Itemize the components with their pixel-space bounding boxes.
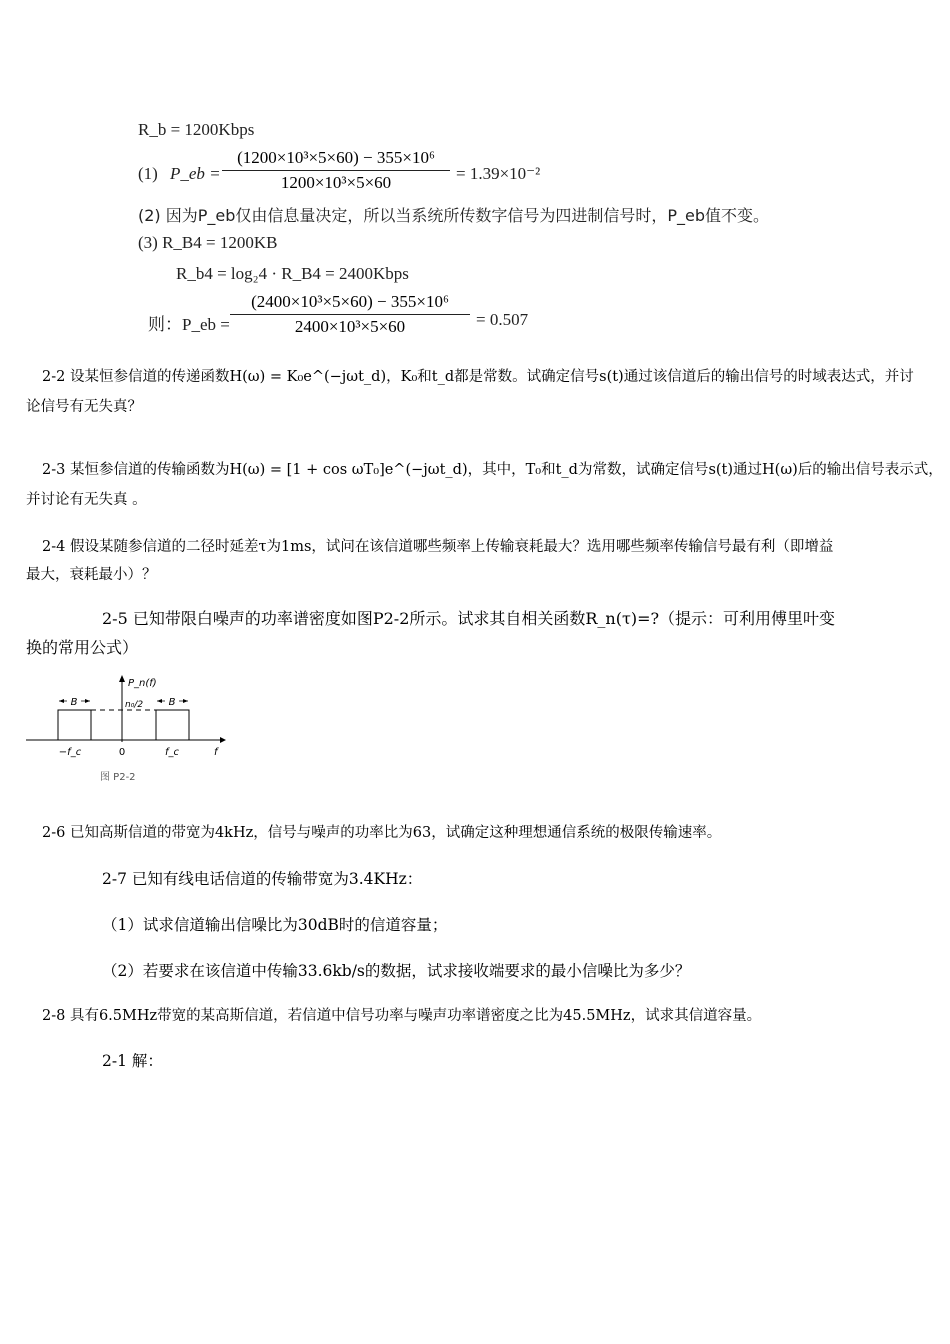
peb-numerator-2: (2400×10³×5×60) − 355×10⁶ xyxy=(251,292,449,311)
tick-neg-fc: −f_c xyxy=(58,747,82,758)
problem-2-3-line1: 2-3 某恒参信道的传输函数为H(ω) = [1 + cos ωT₀]e^(−jωt_d)，其中，T₀和t_d为常数，试确定信号s(t)通过H(ω)后的输出信号表示式， xyxy=(42,462,943,478)
part3-rb4: (3) R_B4 = 1200KB xyxy=(138,233,278,252)
b-label-left: B xyxy=(70,697,78,708)
tick-zero: 0 xyxy=(118,747,126,758)
rb4-equation: R_b4 = log₂4 · R_B4 = 2400Kbps xyxy=(176,264,409,283)
peb-fraction-2 xyxy=(230,292,470,337)
peb-numerator-1: (1200×10³×5×60) − 355×10⁶ xyxy=(237,148,435,167)
problem-2-5-line1: 2-5 已知带限白噪声的功率谱密度如图P2-2所示。试求其自相关函数R_n(τ)=?（提示：可利用傅里叶变 xyxy=(102,609,836,628)
figure-caption: 图 P2-2 xyxy=(100,772,136,783)
peb-result-1: = 1.39×10⁻² xyxy=(456,164,541,183)
y-axis-arrow xyxy=(119,675,125,682)
problem-2-8-line1: 2-8 具有6.5MHz带宽的某高斯信道，若信道中信号功率与噪声功率谱密度之比为45.5MHz，试求其信道容量。 xyxy=(42,1008,762,1024)
peb-lhs-2: 则：P_eb = xyxy=(148,315,230,334)
peb-result-2: = 0.507 xyxy=(476,310,529,329)
x-axis-arrow xyxy=(220,737,226,743)
peb-denominator-1: 1200×10³×5×60 xyxy=(280,173,392,192)
solution-2-1-heading: 2-1 解： xyxy=(102,1052,163,1070)
problem-2-3 xyxy=(26,455,946,515)
b-label-right: B xyxy=(168,697,176,708)
figure-p2-2 xyxy=(22,670,232,790)
problem-2-7-part1: （1）试求信道输出信噪比为30dB时的信道容量； xyxy=(102,916,448,934)
problem-2-2 xyxy=(26,362,946,422)
tick-pos-fc: f_c xyxy=(164,747,180,758)
level-label: n₀/2 xyxy=(125,700,144,710)
rb-equation: R_b = 1200Kbps xyxy=(138,120,255,139)
left-band xyxy=(58,710,91,740)
problem-2-7: 2-7 已知有线电话信道的传输带宽为3.4KHz： xyxy=(102,870,423,888)
problem-2-4-line1: 2-4 假设某随参信道的二径时延差τ为1ms，试问在该信道哪些频率上传输衰耗最大？选用哪些频率传输信号最有利（即增益 xyxy=(42,539,834,555)
problem-2-8 xyxy=(26,1001,946,1031)
part2-statement: (2) 因为P_eb仅由信息量决定，所以当系统所传数字信号为四进制信号时，P_eb值不变。 xyxy=(138,206,770,225)
problem-2-7-part2: （2）若要求在该信道中传输33.6kb/s的数据，试求接收端要求的最小信噪比为多少？ xyxy=(102,962,691,980)
peb-fraction-1 xyxy=(222,148,450,193)
problem-2-2-line1: 2-2 设某恒参信道的传递函数H(ω) = K₀e^(−jωt_d)，K₀和t_d都是常数。试确定信号s(t)通过该信道后的输出信号的时域表达式，并讨 xyxy=(42,369,914,385)
problem-2-3-line2: 并讨论有无失真 。 xyxy=(26,492,147,508)
problem-2-5 xyxy=(26,604,946,662)
problem-2-4 xyxy=(26,533,946,589)
peb-denominator-2: 2400×10³×5×60 xyxy=(294,317,406,336)
problem-2-5-line2: 换的常用公式） xyxy=(26,638,139,657)
problem-2-6-line1: 2-6 已知高斯信道的带宽为4kHz，信号与噪声的功率比为63，试确定这种理想通信系统的极限传输速率。 xyxy=(42,825,722,841)
problem-2-4-line2: 最大，衰耗最小）？ xyxy=(26,567,157,583)
problem-2-6 xyxy=(26,818,946,848)
y-axis-label: P_n(f) xyxy=(128,678,157,689)
x-axis-label: f xyxy=(214,747,218,758)
problem-2-2-line2: 论信号有无失真？ xyxy=(26,399,142,415)
part1-label: (1) xyxy=(138,164,158,183)
peb-lhs-1: P_eb = xyxy=(170,164,221,183)
right-band xyxy=(156,710,189,740)
